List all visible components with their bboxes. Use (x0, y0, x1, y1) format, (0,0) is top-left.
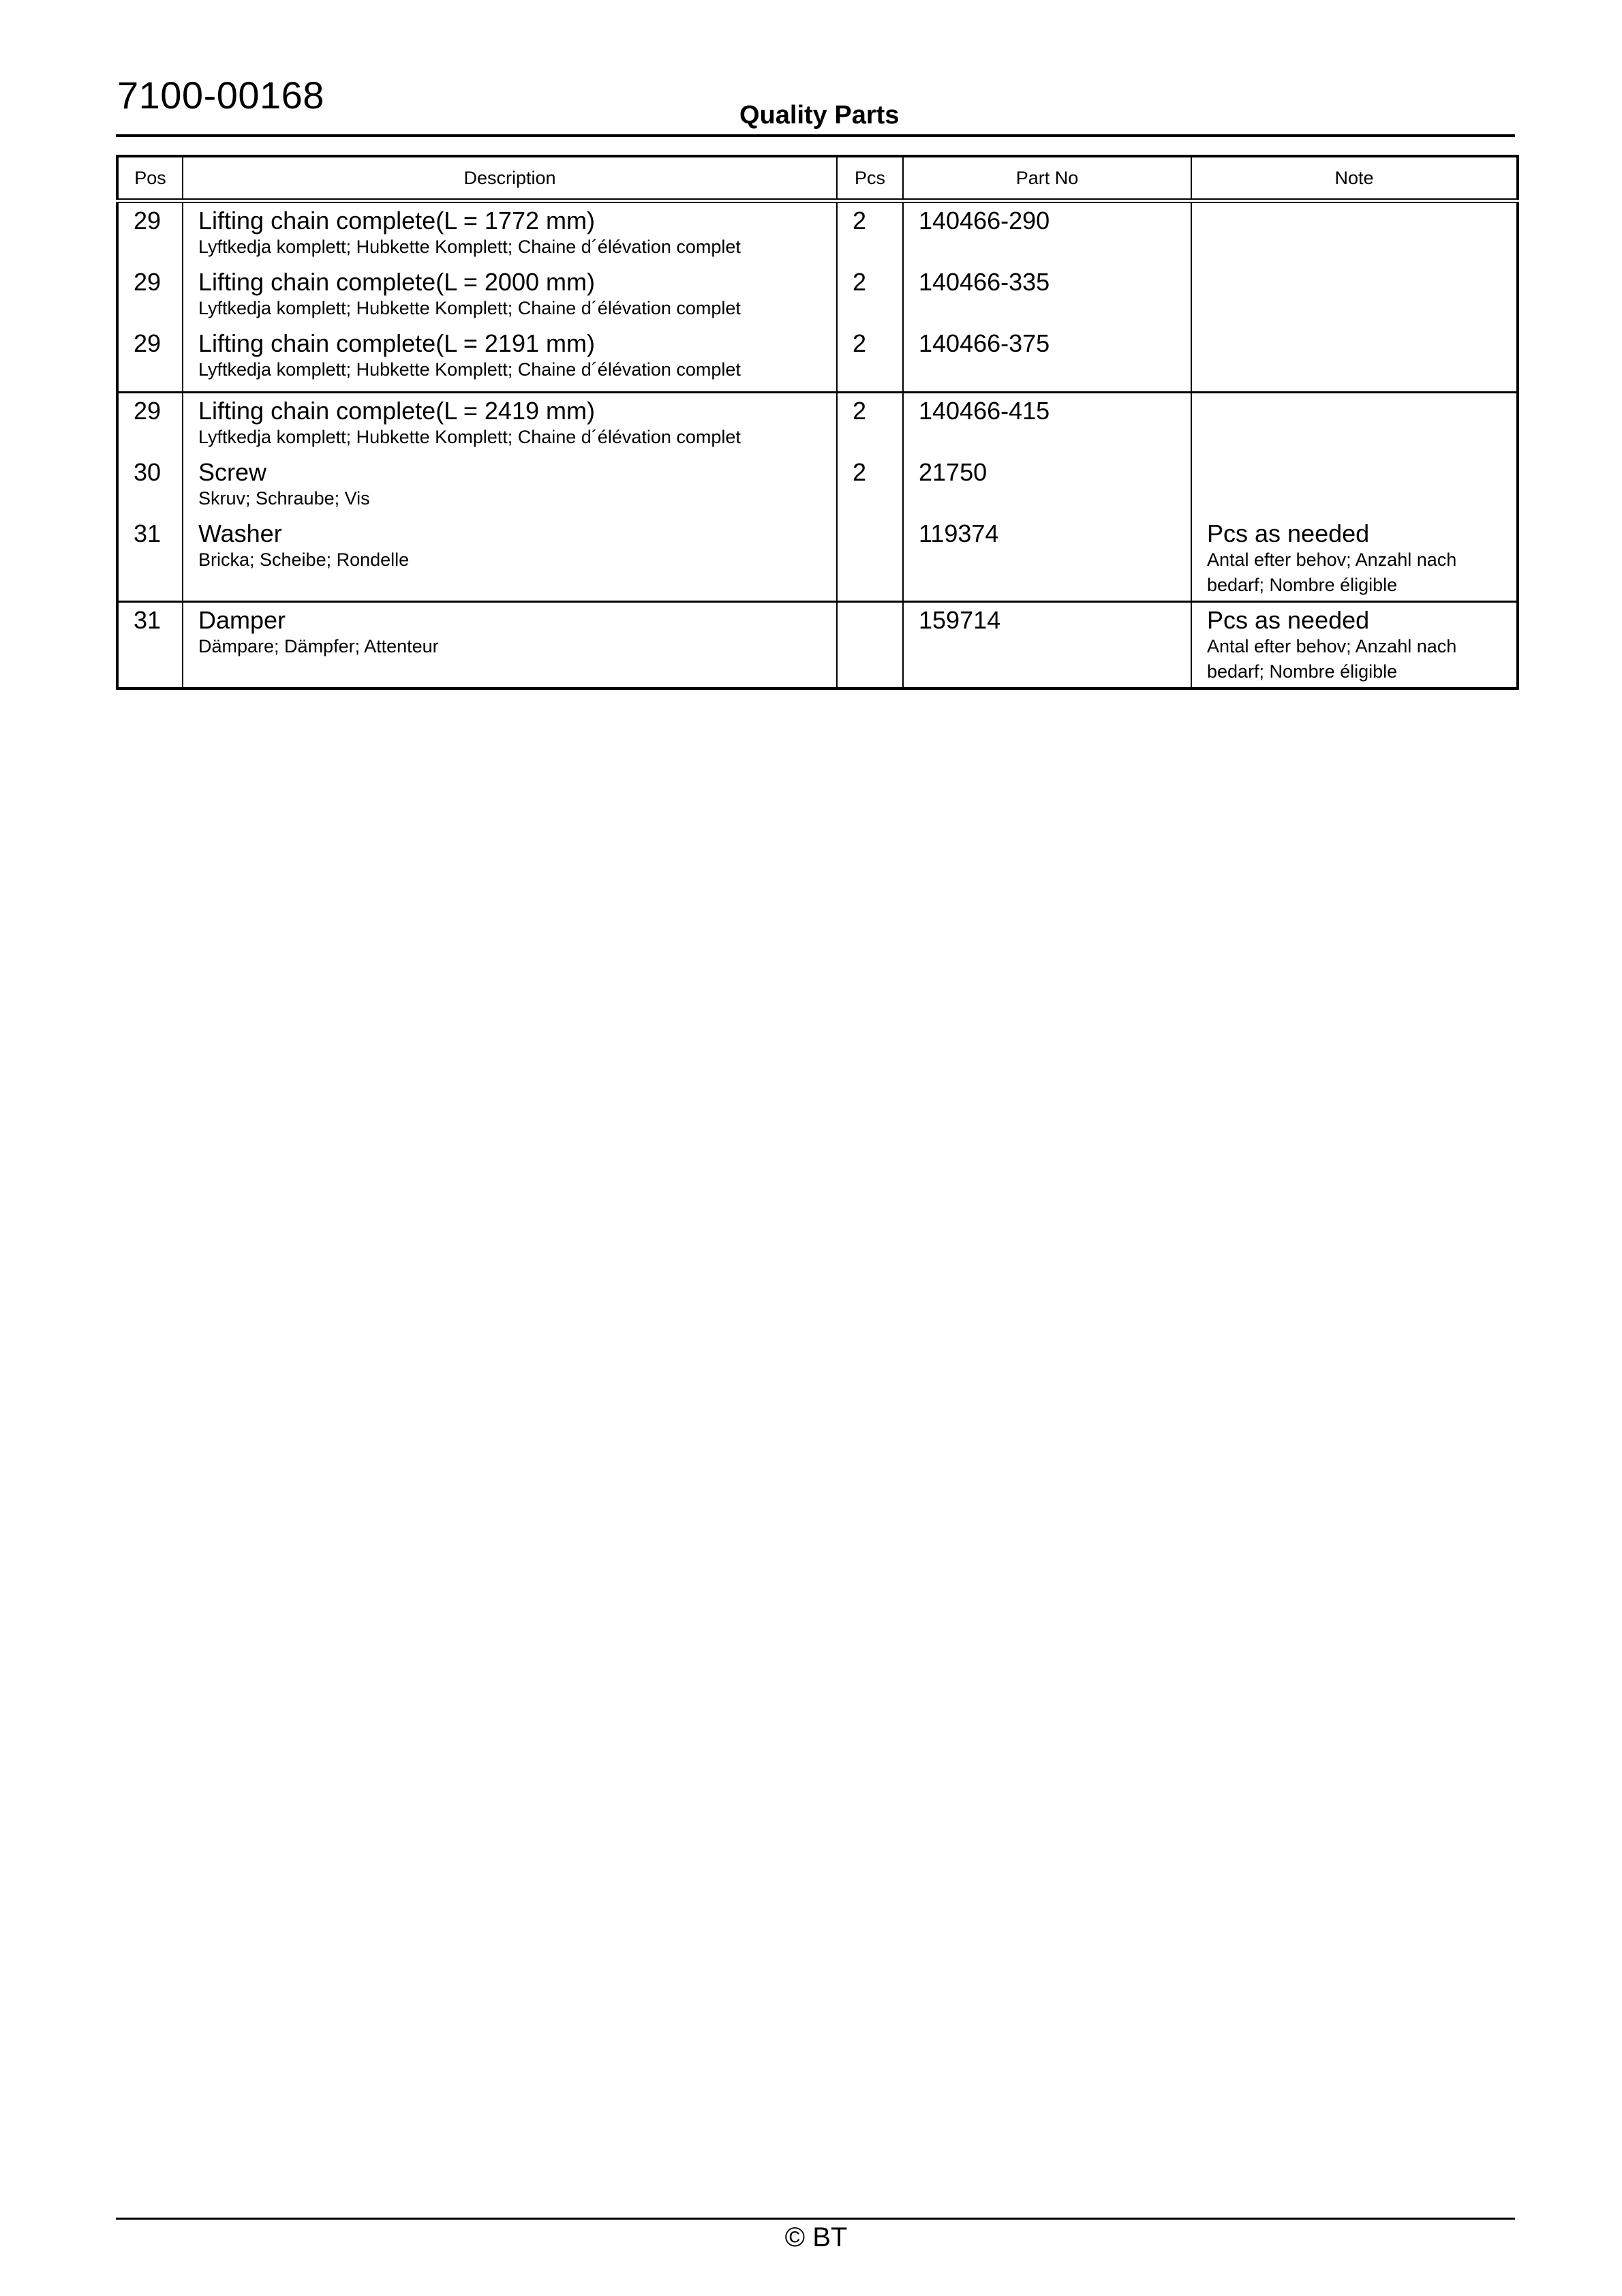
pcs-value: 2 (853, 268, 867, 296)
note-translation: Antal efter behov; Anzahl nach bedarf; Nombre éligible (1207, 636, 1457, 682)
note-text: Pcs as needed (1207, 519, 1370, 547)
description-text: Washer (198, 519, 282, 547)
description-translation: Lyftkedja komplett; Hubkette Komplett; Chaine d´élévation complet (198, 298, 741, 318)
description-translation: Dämpare; Dämpfer; Attenteur (198, 636, 439, 656)
note-cell (1191, 393, 1518, 602)
note-translation: Antal efter behov; Anzahl nach bedarf; Nombre éligible (1207, 549, 1457, 595)
description-text: Damper (198, 606, 286, 634)
document-number: 7100-00168 (117, 74, 324, 117)
table-group (117, 201, 1518, 393)
pcs-value: 2 (853, 397, 867, 425)
pos-value: 29 (134, 207, 162, 235)
pos-cell (117, 393, 183, 602)
table-group (117, 393, 1518, 602)
description-translation: Skruv; Schraube; Vis (198, 488, 370, 509)
pcs-cell (837, 201, 903, 393)
part-no-cell (903, 602, 1191, 689)
copyright-text: © BT (784, 2222, 848, 2252)
pos-value: 31 (134, 606, 162, 634)
description-text: Screw (198, 458, 267, 486)
part-no-cell (903, 201, 1191, 393)
pcs-cell (837, 602, 903, 689)
pos-cell (117, 201, 183, 393)
description-translation: Lyftkedja komplett; Hubkette Komplett; Chaine d´élévation complet (198, 427, 741, 447)
parts-table (116, 155, 1519, 690)
table-group (117, 602, 1518, 689)
pos-value: 29 (134, 329, 162, 357)
column-header-pcs: Pcs (837, 156, 903, 201)
header-rule (116, 134, 1515, 137)
pcs-value: 2 (853, 458, 867, 486)
column-header-description: Description (183, 156, 837, 201)
pcs-cell (837, 393, 903, 602)
table-header-row (117, 156, 1518, 201)
description-cell (183, 201, 837, 393)
part-number: 21750 (919, 458, 988, 486)
pcs-value: 2 (853, 207, 867, 235)
footer-rule (116, 2218, 1515, 2220)
pos-value: 30 (134, 458, 162, 486)
note-cell (1191, 602, 1518, 689)
description-text: Lifting chain complete(L = 2000 mm) (198, 268, 595, 296)
description-translation: Lyftkedja komplett; Hubkette Komplett; Chaine d´élévation complet (198, 359, 741, 380)
part-number: 159714 (919, 606, 1001, 634)
pos-value: 29 (134, 397, 162, 425)
pos-cell (117, 602, 183, 689)
description-cell (183, 393, 837, 602)
part-number: 140466-290 (919, 207, 1050, 235)
part-number: 140466-415 (919, 397, 1050, 425)
description-translation: Bricka; Scheibe; Rondelle (198, 549, 410, 570)
description-text: Lifting chain complete(L = 2419 mm) (198, 397, 595, 425)
table-row (117, 602, 1518, 689)
description-cell (183, 602, 837, 689)
part-number: 140466-375 (919, 329, 1050, 357)
pcs-value: 2 (853, 329, 867, 357)
table-row (117, 201, 1518, 393)
column-header-pos: Pos (117, 156, 183, 201)
pos-value: 31 (134, 519, 162, 547)
column-header-note: Note (1191, 156, 1518, 201)
column-header-part-no: Part No (903, 156, 1191, 201)
description-translation: Lyftkedja komplett; Hubkette Komplett; Chaine d´élévation complet (198, 237, 741, 257)
document-title: Quality Parts (739, 101, 900, 130)
part-number: 119374 (919, 519, 999, 547)
note-text: Pcs as needed (1207, 606, 1370, 634)
note-cell (1191, 201, 1518, 393)
part-no-cell (903, 393, 1191, 602)
table-row (117, 393, 1518, 602)
part-number: 140466-335 (919, 268, 1050, 296)
pos-value: 29 (134, 268, 162, 296)
description-text: Lifting chain complete(L = 1772 mm) (198, 207, 595, 235)
description-text: Lifting chain complete(L = 2191 mm) (198, 329, 595, 357)
